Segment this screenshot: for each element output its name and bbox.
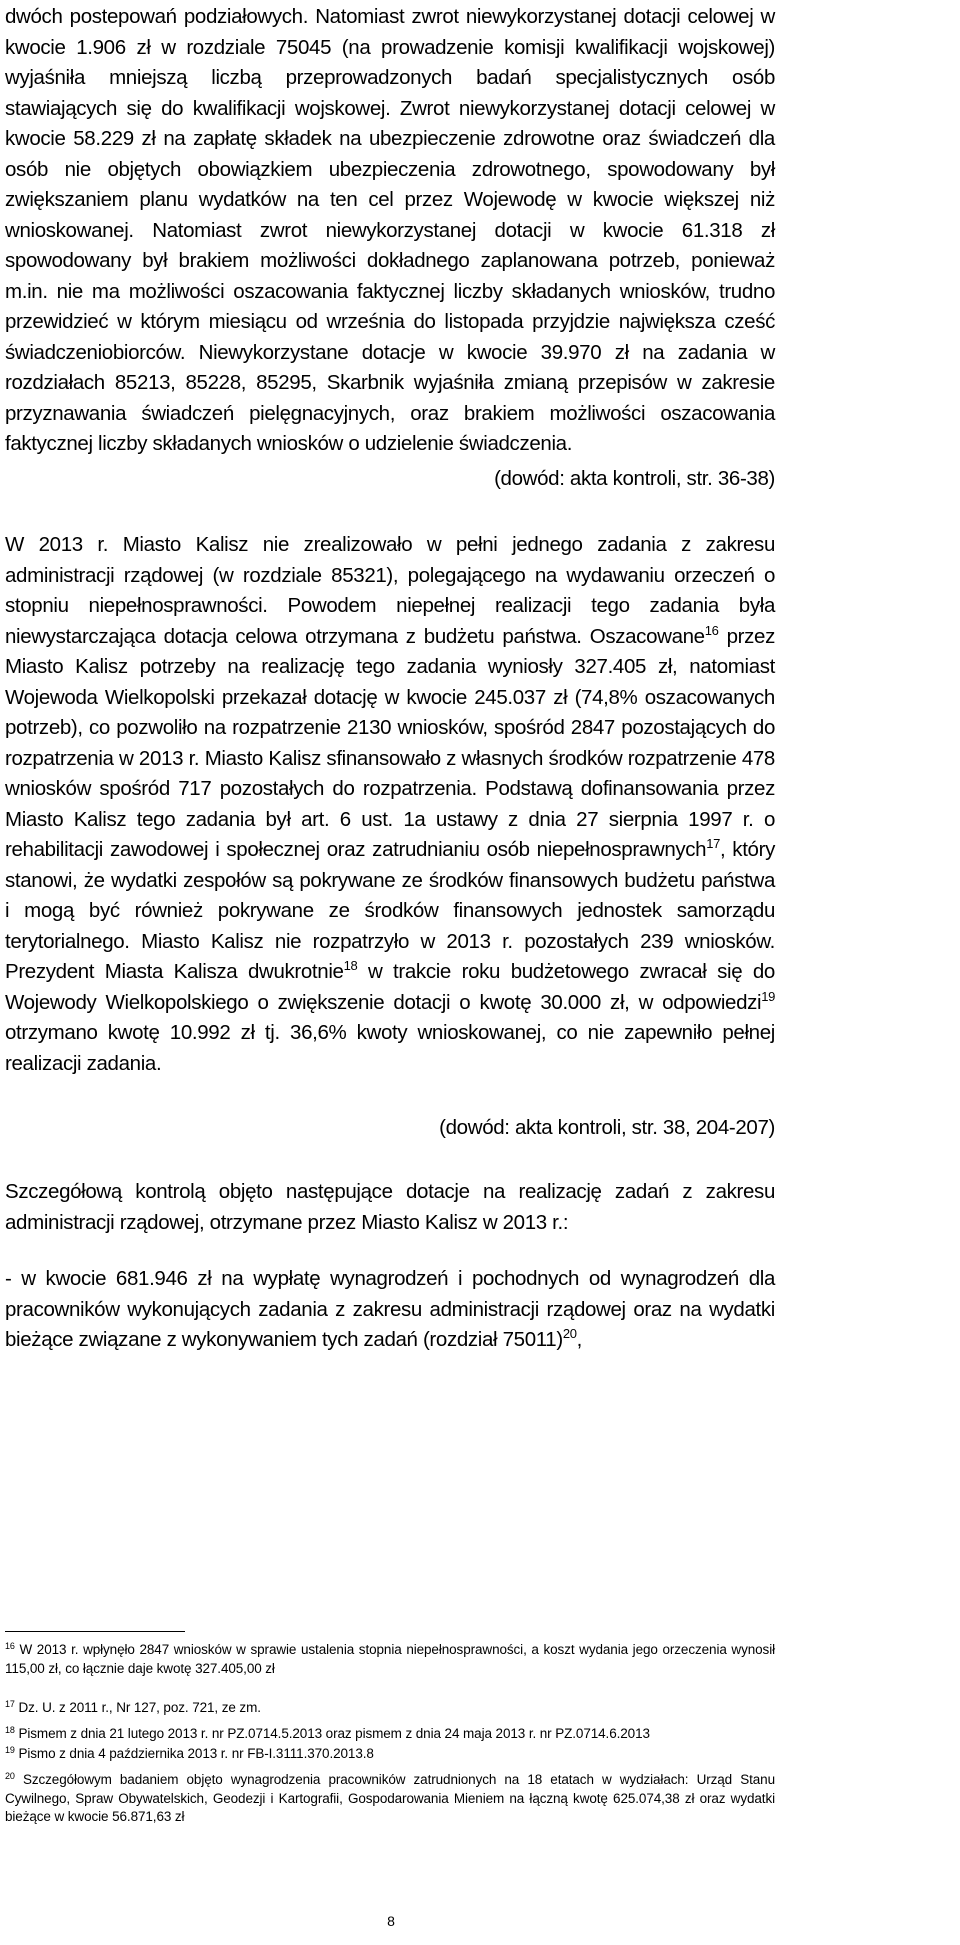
footnote-18: $^{18}$ Pismem z dnia 21 lutego 2013 r. nr PZ.0714.5.2013 oraz pismem z dnia 24 maja 2013 r. nr PZ.0714.6.2013 [5,1725,650,1741]
evidence-citation: (dowód: akta kontroli, str. 38, 204-207) [439,1116,775,1139]
footnote-17: $^{17}$ Dz. U. z 2011 r., Nr 127, poz. 721, ze zm. [5,1699,261,1715]
paragraph-text: dwóch postepowań podziałowych. Natomiast zwrot niewykorzystanej dotacji celowej w kwocie 1.906 zł w rozdziale 75045 (na prowadzenie komisji kwalifikacji wojskowej) wyjaśniła mniejszą liczbą przeprowadzonych badań specjalistycznych osób stawiających się do kwalifikacji wojskowej. Zwrot niewykorzystanej dotacji celowej w kwocie 58.229 zł na zapłatę składek na ubezpieczenie zdrowotne oraz świadczeń dla osób nie objętych obowiązkiem ubezpieczenia zdrowotnego, spowodowany był zwiększaniem planu wydatków na ten cel przez Wojewodę w kwocie większej niż wnioskowanej. Natomiast zwrot niewykorzystanej dotacji w kwocie 61.318 zł spowodowany był brakiem możliwości dokładnego zaplanowana potrzeb, ponieważ m.in. nie ma możliwości oszacowania faktycznej liczby składanych wniosków, trudno przewidzieć w którym miesiącu od września do listopada przyjdzie największa cześć świadczeniobiorców. Niewykorzystane dotacje w kwocie 39.970 zł na zadania w rozdziałach 85213, 85228, 85295, Skarbnik wyjaśniła zmianą przepisów w zakresie przyznawania świadczeń pielęgnacyjnych, oraz brakiem możliwości oszacowania faktycznej liczby składanych wniosków o udzielenie świadczenia. [5,5,775,455]
footnote-ref[interactable]: 16 [704,622,719,638]
evidence-citation: (dowód: akta kontroli, str. 36-38) [494,467,775,490]
footnote-16: $^{16}$ W 2013 r. wpłynęło 2847 wniosków w sprawie ustalenia stopnia niepełnosprawności, a koszt wydania jego orzeczenia wynosił 115,00 zł, co łącznie daje kwotę 327.405,00 zł [5,1641,775,1676]
paragraph-grant-returns [5,2,775,460]
footnote-20: $^{20}$ Szczegółowym badaniem objęto wynagrodzenia pracowników zatrudnionych na 18 etatach w wydziałach: Urząd Stanu Cywilnego, Spraw Obywatelskich, Geodezji i Kartografii, Gospodarowania Mieniem na łączną kwotę 625.074,38 zł oraz wydatki bieżące w kwocie 56.871,63 zł [5,1771,775,1825]
footnote-ref[interactable]: 18 [343,958,358,973]
page-number: 8 [387,1913,395,1929]
footnote-ref[interactable]: 19 [761,988,775,1004]
paragraph-disability-rulings: W 2013 r. Miasto Kalisz nie zrealizowało w pełni jednego zadania z zakresu administracji rządowej (w rozdziale 85321), polegającego na wydawaniu orzeczeń o stopniu niepełnosprawności. Powodem niepełnej realizacji tego zadania była niewystarczająca dotacja celowa otrzymana z budżetu państwa. Oszacowane$^{16}$ przez Miasto Kalisz potrzeby na realizację tego zadania wyniosły 327.405 zł, natomiast Wojewoda Wielkopolski przekazał dotację w kwocie 245.037 zł (74,8% oszacowanych potrzeb), co pozwoliło na rozpatrzenie 2130 wniosków, spośród 2847 pozostających do rozpatrzenia w 2013 r. Miasto Kalisz sfinansowało z własnych środków rozpatrzenie 478 wniosków spośród 717 pozostałych do rozpatrzenia. Podstawą dofinansowania przez Miasto Kalisz tego zadania był art. 6 ust. 1a ustawy z dnia 27 sierpnia 1997 r. o rehabilitacji zawodowej i społecznej oraz zatrudnianiu osób niepełnosprawnych$^{17}$, który stanowi, że wydatki zespołów są pokrywane ze środków finansowych budżetu państwa i mogą być również pokrywane ze środków finansowych jednostek samorządu terytorialnego. Miasto Kalisz nie rozpatrzyło w 2013 r. pozostałych 239 wniosków. Prezydent Miasta Kalisza dwukrotnie$^{18}$ w trakcie roku budżetowego zwracał się do Wojewody Wielkopolskiego o zwiększenie dotacji o kwotę 30.000 zł, w odpowiedzi$^{19}$ otrzymano kwotę 10.992 zł tj. 36,6% kwoty wnioskowanej, co nie zapewniło pełnej realizacji zadania. [5,533,775,1075]
footnote-ref[interactable]: 20 [562,1326,577,1341]
footnote-separator [5,1631,185,1632]
footnote-ref[interactable]: 17 [706,836,720,851]
paragraph-detailed-control: Szczegółową kontrolą objęto następujące dotacje na realizację zadań z zakresu administracji rządowej, otrzymane przez Miasto Kalisz w 2013 r.: [5,1180,775,1234]
paragraph-grant-item: - w kwocie 681.946 zł na wypłatę wynagrodzeń i pochodnych od wynagrodzeń dla pracowników wykonujących zadania z zakresu administracji rządowej oraz na wydatki bieżące związane z wykonywaniem tych zadań (rozdział 75011)$^{20}$, [5,1267,775,1351]
footnote-19: $^{19}$ Pismo z dnia 4 października 2013 r. nr FB-I.3111.370.2013.8 [5,1745,374,1761]
